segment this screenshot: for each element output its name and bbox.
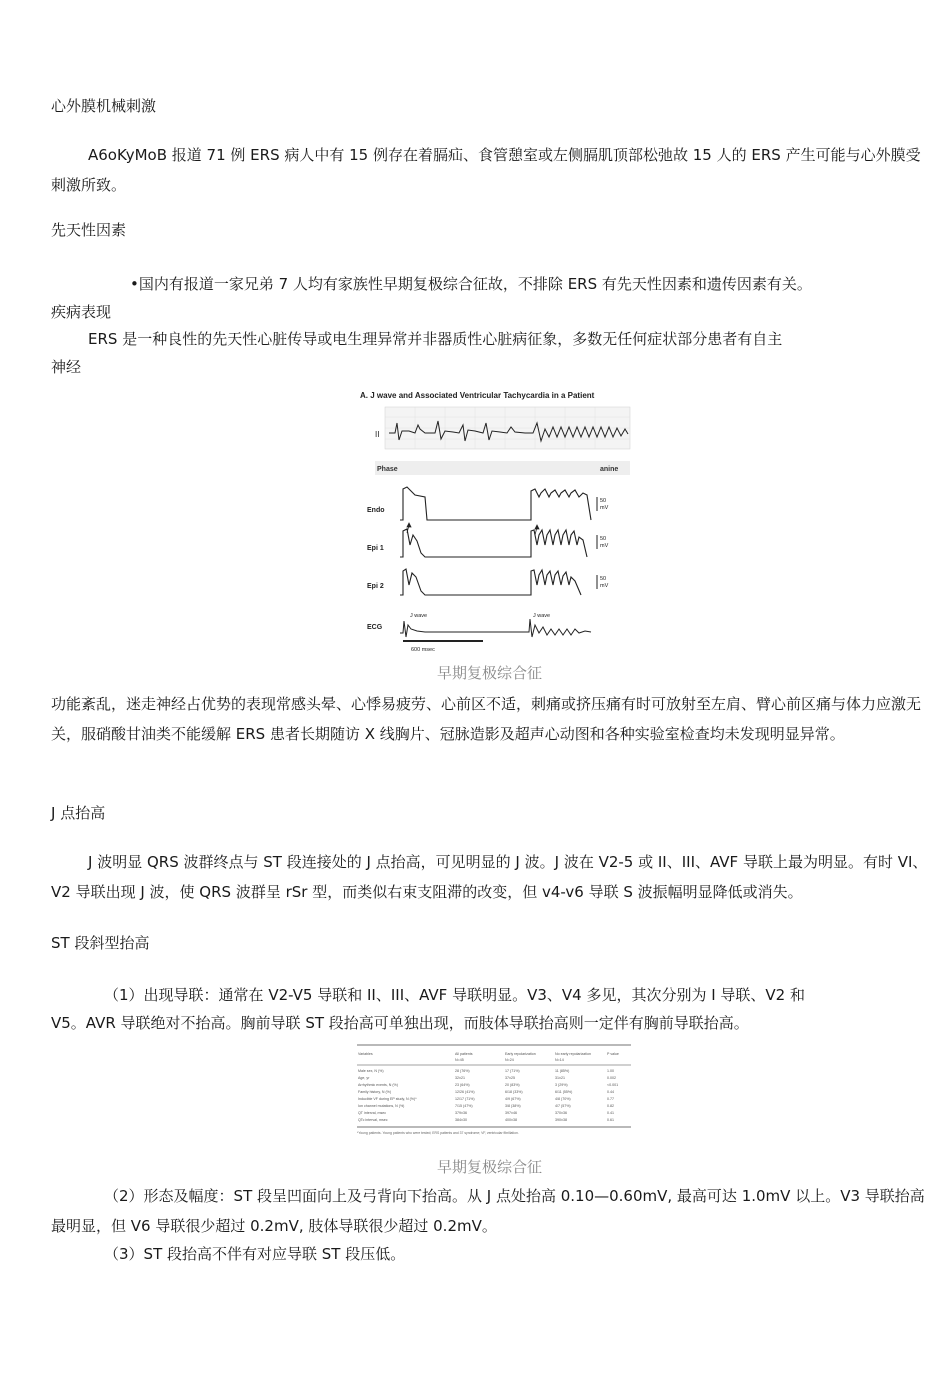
table-cell: 400±38 <box>505 1118 517 1122</box>
table-cell: QTc interval, msec <box>358 1118 388 1122</box>
table-cell: 1.00 <box>607 1069 614 1073</box>
jwave-label-left: J wave <box>410 613 428 619</box>
paragraph-st1-line2: V5。AVR 导联绝对不抬高。胸前导联 ST 段抬高可单独出现，而肢体导联抬高则一定伴有胸前导联抬高。 <box>51 1014 749 1032</box>
table-header-cell: Early repolarization <box>505 1052 536 1056</box>
table-subheader-cell: N=14 <box>555 1058 564 1062</box>
table-cell: 3/8 (38%) <box>505 1104 521 1108</box>
table-cell: 0.61 <box>607 1118 614 1122</box>
heading-j-point: J 点抬高 <box>51 804 106 822</box>
table-cell: Age, yr <box>358 1076 370 1080</box>
table-cell: 0.82 <box>607 1104 614 1108</box>
table-cell: 20 (83%) <box>505 1083 520 1087</box>
table-cell: 397±46 <box>505 1111 517 1115</box>
figure1-title: A. J wave and Associated Ventricular Tachycardia in a Patient <box>360 391 595 400</box>
row-label-epi2: Epi 2 <box>367 583 384 590</box>
paragraph-symptoms-line1: ERS 是一种良性的先天性心脏传导或电生理异常并非器质性心脏病征象，多数无任何症状部分患者有自主 <box>88 330 783 348</box>
table-cell: 0.41 <box>607 1111 614 1115</box>
table-cell: 4/9 (67%) <box>505 1097 521 1101</box>
table-cell: 31±21 <box>555 1076 565 1080</box>
table-cell: Ion channel mutations, N (%) <box>358 1104 405 1108</box>
table-cell: 23 (64%) <box>455 1083 470 1087</box>
table-cell: 7/15 (47%) <box>455 1104 473 1108</box>
svg-text:mV: mV <box>600 583 609 589</box>
table-cell: 379±36 <box>455 1111 467 1115</box>
table-header-cell: P value <box>607 1052 619 1056</box>
table-cell: 384±30 <box>455 1118 467 1122</box>
table-cell: 0.44 <box>607 1090 614 1094</box>
svg-text:mV: mV <box>600 505 609 511</box>
table-cell: 37±25 <box>505 1076 515 1080</box>
figure1-caption: 早期复极综合征 <box>437 664 543 682</box>
phase-label: Phase <box>377 466 398 473</box>
table-header-cell: No early repolarization <box>555 1052 591 1056</box>
table-cell: 390±38 <box>555 1118 567 1122</box>
heading-disease-manifestation: 疾病表现 <box>51 303 112 321</box>
table-cell: 6/11 (55%) <box>555 1090 573 1094</box>
table-cell: Family history, N (%) <box>358 1090 392 1094</box>
paragraph-symptoms-continued: 功能紊乱，迷走神经占优势的表现常感头晕、心悸易疲劳、心前区不适，刺痛或挤压痛有时可放射至左肩、臂心前区痛与体力应激无关，服硝酸甘油类不能缓解 ERS 患者长期随访 X 线胸片、冠脉造影及超声心动图和各种实验室检查均未发现明显异常。 <box>51 695 922 743</box>
table-cell: Arrhythmic events, N (%) <box>358 1083 398 1087</box>
paragraph-st2: （2）形态及幅度：ST 段呈凹面向上及弓背向下抬高。从 J 点处抬高 0.10—0.60mV, 最高可达 1.0mV 以上。V3 导联抬高最明显，但 V6 导联很少超过 0.2mV, 肢体导联很少超过 0.2mV。 <box>51 1187 925 1235</box>
heading-congenital-factors: 先天性因素 <box>51 221 127 239</box>
paragraph-congenital-factors: •国内有报道一家兄弟 7 人均有家族性早期复极综合征故，不排除 ERS 有先天性因素和遗传因素有关。 <box>130 275 812 293</box>
timebar-label: 600 msec <box>411 647 435 653</box>
row-label-endo: Endo <box>367 507 385 514</box>
svg-text:50: 50 <box>600 536 607 542</box>
lead-label: II <box>375 430 380 439</box>
table-cell: 28 (76%) <box>455 1069 470 1073</box>
table-cell: 3 (29%) <box>555 1083 568 1087</box>
table-footnote: *Young patients. Young patients who were tested; ERS patients and 37 syndrome; VF, ventricular fibrillation. <box>357 1131 519 1135</box>
row-label-ecg: ECG <box>367 624 383 631</box>
table-cell: Inducible VF during EP study, N (%)* <box>358 1097 417 1101</box>
paragraph-j-point: J 波明显 QRS 波群终点与 ST 段连接处的 J 点抬高，可见明显的 J 波。J 波在 V2-5 或 II、III、AVF 导联上最为明显。有时 VI、V2 导联出现 J 波，使 QRS 波群呈 rSr 型，而类似右束支阻滞的改变，但 v4-v6 导联 S 波振幅明显降低或消失。 <box>51 853 928 901</box>
table-cell: <0.001 <box>607 1083 619 1087</box>
table-cell: 0.002 <box>607 1076 616 1080</box>
table-cell: 32±21 <box>455 1076 465 1080</box>
row-label-epi1: Epi 1 <box>367 545 384 552</box>
table-cell: 17 (71%) <box>505 1069 520 1073</box>
table-cell: 11 (85%) <box>555 1069 570 1073</box>
table-header-cell: Variables <box>358 1052 373 1056</box>
heading-st-elevation: ST 段斜型抬高 <box>51 934 150 952</box>
paragraph-epicardial-stimulation: A6oKyMoB 报道 71 例 ERS 病人中有 15 例存在着膈疝、食管憩室或左侧膈肌顶部松弛故 15 人的 ERS 产生可能与心外膜受刺激所致。 <box>51 146 921 194</box>
table-cell: QT interval, msec <box>358 1111 387 1115</box>
svg-text:50: 50 <box>600 576 607 582</box>
figure-patient-table <box>355 1043 633 1137</box>
table-subheader-cell: N=24 <box>505 1058 514 1062</box>
table-cell: 12/17 (71%) <box>455 1097 475 1101</box>
paragraph-st3: （3）ST 段抬高不伴有对应导联 ST 段压低。 <box>104 1245 406 1263</box>
figure-j-wave-ecg <box>355 385 633 657</box>
ecg-figure-graphic <box>355 385 633 657</box>
svg-text:mV: mV <box>600 543 609 549</box>
table-cell: 370±36 <box>555 1111 567 1115</box>
table-subheader-cell: N=45 <box>455 1058 464 1062</box>
table-cell: 4/8 (70%) <box>555 1097 571 1101</box>
ecg-strip <box>375 407 630 449</box>
paragraph-symptoms-line2: 神经 <box>51 358 82 376</box>
jwave-label-right: J wave <box>533 613 551 619</box>
paragraph-st1-line1: （1）出现导联：通常在 V2-V5 导联和 II、III、AVF 导联明显。V3、V4 多见，其次分别为 I 导联、V2 和 <box>104 986 805 1004</box>
table-header-cell: All patients <box>455 1052 473 1056</box>
table-cell: 4/7 (57%) <box>555 1104 571 1108</box>
heading-epicardial-stimulation: 心外膜机械刺激 <box>51 97 157 115</box>
phase-right-label: anine <box>600 466 619 473</box>
table-cell: 12/26 (41%) <box>455 1090 475 1094</box>
table-cell: 0.77 <box>607 1097 614 1101</box>
table-cell: 6/18 (33%) <box>505 1090 523 1094</box>
svg-text:50: 50 <box>600 498 607 504</box>
table-cell: Male sex, N (%) <box>358 1069 384 1073</box>
table-figure-graphic <box>355 1043 633 1137</box>
figure2-caption: 早期复极综合征 <box>437 1158 543 1176</box>
